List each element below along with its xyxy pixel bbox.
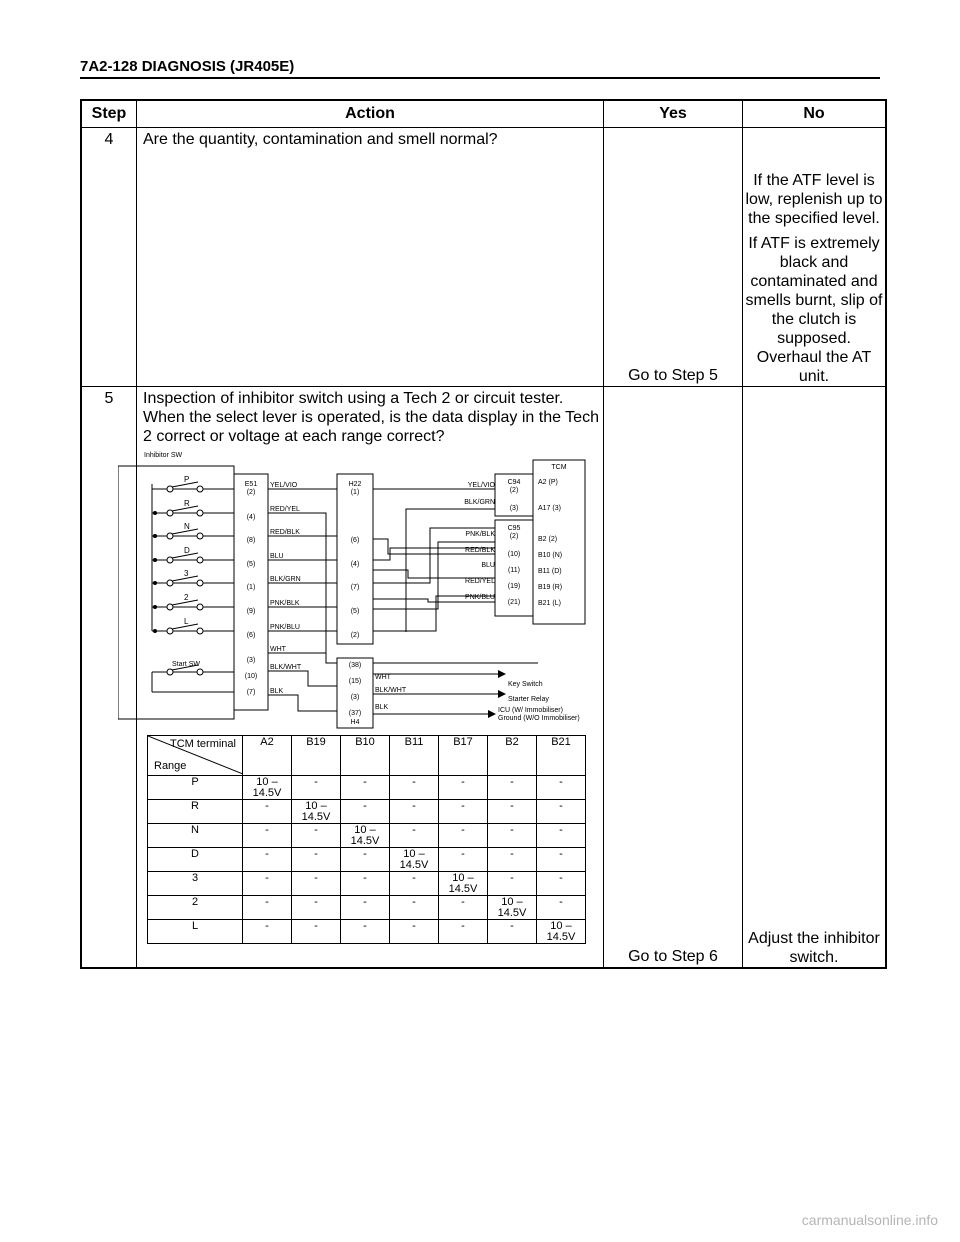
tcm-pin: B10 (N) xyxy=(538,552,563,559)
switch-label-2: 2 xyxy=(184,593,189,602)
voltage-cell: - xyxy=(292,848,341,872)
destination-label: Ground (W/O Immobiliser) xyxy=(498,715,580,722)
no-cell xyxy=(743,387,887,969)
tcm-pin: A17 (3) xyxy=(538,505,561,512)
voltage-cell: - xyxy=(341,872,390,896)
no-text: Adjust the inhibitor switch. xyxy=(748,930,880,966)
voltage-cell: - xyxy=(243,800,292,824)
voltage-cell: - xyxy=(341,800,390,824)
voltage-cell: - xyxy=(390,776,439,800)
voltage-cell: - xyxy=(292,920,341,944)
step-column-header: Step xyxy=(81,100,137,128)
h22-pin: (2) xyxy=(350,632,360,639)
h4-pin: (3) xyxy=(350,694,360,701)
wire-label: BLK/GRN xyxy=(464,499,495,506)
h4-pin: (15) xyxy=(348,678,362,685)
no-cell xyxy=(743,128,887,387)
switch-label-d: D xyxy=(184,546,190,555)
wire-label: PNK/BLU xyxy=(270,624,300,631)
terminal-header: B17 xyxy=(439,736,488,776)
wire-label: YEL/VIO xyxy=(270,482,298,489)
tcm-title: TCM xyxy=(551,464,567,471)
voltage-cell: - xyxy=(243,896,292,920)
voltage-cell: - xyxy=(390,896,439,920)
inhibitor-switch-box xyxy=(118,466,234,719)
voltage-cell: - xyxy=(390,800,439,824)
voltage-cell: - xyxy=(243,824,292,848)
e51-pin: (2) xyxy=(246,489,256,496)
corner-cell xyxy=(148,736,243,776)
wire-label: BLK/WHT xyxy=(375,687,407,694)
range-label: P xyxy=(148,776,243,800)
wire-label: RED/YEL xyxy=(465,578,495,585)
voltage-cell: - xyxy=(243,872,292,896)
c95-pin: (19) xyxy=(507,583,521,590)
voltage-cell: 10 – 14.5V xyxy=(439,872,488,896)
voltage-cell: - xyxy=(488,776,537,800)
wire-label: RED/BLK xyxy=(465,547,495,554)
voltage-cell: - xyxy=(439,800,488,824)
e51-pin: (9) xyxy=(246,608,256,615)
range-row xyxy=(148,800,586,824)
voltage-cell: - xyxy=(390,824,439,848)
terminal-header: B21 xyxy=(537,736,586,776)
range-row xyxy=(148,776,586,800)
page-title: 7A2-128 DIAGNOSIS (JR405E) xyxy=(80,58,295,75)
voltage-cell: - xyxy=(439,824,488,848)
c95-pin: (11) xyxy=(508,567,520,574)
range-label: R xyxy=(148,800,243,824)
wire-label: BLU xyxy=(270,553,284,560)
terminal-header: B19 xyxy=(292,736,341,776)
arrow-icon xyxy=(488,710,496,718)
yes-text: Go to Step 5 xyxy=(628,367,718,384)
tcm-pin: B11 (D) xyxy=(538,568,562,575)
harness-wires-right xyxy=(373,489,502,714)
start-switch xyxy=(152,665,234,692)
e51-pin: (6) xyxy=(246,632,256,639)
corner-top-label: TCM terminal xyxy=(169,738,236,750)
wire-label: PNK/BLK xyxy=(465,531,495,538)
switch-label-p: P xyxy=(184,475,190,484)
c94-pin: (3) xyxy=(509,505,519,512)
range-label: 2 xyxy=(148,896,243,920)
h22-pin: (5) xyxy=(350,608,360,615)
voltage-cell: - xyxy=(488,920,537,944)
h22-pin: (7) xyxy=(350,584,360,591)
step-number: 4 xyxy=(104,131,114,148)
c95-pin: (10) xyxy=(507,551,521,558)
h4-title: H4 xyxy=(350,719,360,726)
tcm-pin: B2 (2) xyxy=(538,536,558,543)
voltage-cell: - xyxy=(537,872,586,896)
action-column-header: Action xyxy=(137,100,604,128)
destination-label: ICU (W/ Immobiliser) xyxy=(498,707,563,714)
tcm-pin: B21 (L) xyxy=(538,600,561,607)
wire-label: BLK xyxy=(375,704,389,711)
switch-label-l: L xyxy=(184,617,189,626)
voltage-cell: - xyxy=(292,896,341,920)
e51-pin: (10) xyxy=(244,673,258,680)
wire-label: BLK xyxy=(270,688,284,695)
wire-label: WHT xyxy=(375,674,391,681)
voltage-cell: - xyxy=(439,848,488,872)
action-cell xyxy=(137,128,604,387)
destination-label: Starter Relay xyxy=(508,696,549,703)
wire-label: YEL/VIO xyxy=(467,482,495,489)
c94-pin: (2) xyxy=(509,487,519,494)
arrow-icon xyxy=(498,670,506,678)
voltage-cell: - xyxy=(292,872,341,896)
action-text: Inspection of inhibitor switch using a Tech 2 or circuit tester. When the select lever is operated, is the data display in the Tech 2 correct or voltage at each range correct? xyxy=(143,390,599,445)
c95-pin: (2) xyxy=(509,533,519,540)
c94-title: C94 xyxy=(507,479,521,486)
e51-title: E51 xyxy=(244,481,258,488)
voltage-cell: - xyxy=(341,896,390,920)
yes-cell xyxy=(604,128,743,387)
terminal-header: A2 xyxy=(243,736,292,776)
tcm-pin: A2 (P) xyxy=(538,479,558,486)
voltage-cell: - xyxy=(439,896,488,920)
table-header-row xyxy=(81,100,886,128)
voltage-cell: - xyxy=(537,800,586,824)
h22-title: H22 xyxy=(348,481,362,488)
voltage-cell: - xyxy=(488,872,537,896)
e51-pin: (7) xyxy=(246,689,256,696)
wire-label: WHT xyxy=(270,646,286,653)
no-text: If ATF is extremely black and contaminated and smells burnt, slip of the clutch is supposed. Overhaul the AT unit. xyxy=(745,235,883,385)
voltage-cell: - xyxy=(439,920,488,944)
voltage-cell: 10 – 14.5V xyxy=(537,920,586,944)
voltage-cell: - xyxy=(292,824,341,848)
yes-text: Go to Step 6 xyxy=(628,948,718,965)
c95-pin: (21) xyxy=(507,599,521,606)
range-label: D xyxy=(148,848,243,872)
watermark: carmanualsonline.info xyxy=(801,1212,938,1228)
voltage-cell: - xyxy=(243,848,292,872)
h4-pin: (37) xyxy=(348,710,362,717)
voltage-cell: - xyxy=(537,896,586,920)
yes-column-header: Yes xyxy=(604,100,743,128)
h4-pin: (38) xyxy=(348,662,362,669)
e51-pin: (5) xyxy=(246,561,256,568)
terminal-header: B10 xyxy=(341,736,390,776)
voltage-cell: - xyxy=(439,776,488,800)
voltage-cell: - xyxy=(243,920,292,944)
e51-pin: (1) xyxy=(246,584,256,591)
range-row xyxy=(148,872,586,896)
voltage-cell: 10 – 14.5V xyxy=(341,824,390,848)
step-number: 5 xyxy=(104,390,114,407)
voltage-cell: - xyxy=(292,776,341,800)
no-text: If the ATF level is low, replenish up to the specified level. xyxy=(745,172,883,227)
wire-label: PNK/BLU xyxy=(465,594,495,601)
start-sw-label: Start SW xyxy=(172,661,201,668)
range-table-header xyxy=(148,736,586,776)
step-cell xyxy=(81,128,137,387)
table-row xyxy=(81,128,886,387)
range-label: L xyxy=(148,920,243,944)
tcm-pin: B19 (R) xyxy=(538,584,563,591)
wire-label: RED/BLK xyxy=(270,529,300,536)
range-row xyxy=(148,896,586,920)
voltage-cell: - xyxy=(537,824,586,848)
destination-label: Key Switch xyxy=(508,681,543,688)
e51-pin: (8) xyxy=(246,537,256,544)
voltage-cell: - xyxy=(537,776,586,800)
switch-label-n: N xyxy=(184,522,190,531)
voltage-cell: 10 – 14.5V xyxy=(243,776,292,800)
h22-pin: (4) xyxy=(350,561,360,568)
e51-pin: (4) xyxy=(246,514,256,521)
switch-label-3: 3 xyxy=(184,569,189,578)
voltage-cell: - xyxy=(341,776,390,800)
voltage-cell: - xyxy=(537,848,586,872)
voltage-cell: 10 – 14.5V xyxy=(390,848,439,872)
voltage-cell: - xyxy=(390,920,439,944)
voltage-cell: 10 – 14.5V xyxy=(488,896,537,920)
action-text: Are the quantity, contamination and smell normal? xyxy=(143,131,498,148)
yes-cell xyxy=(604,387,743,969)
wire-label: PNK/BLK xyxy=(270,600,300,607)
corner-bottom-label: Range xyxy=(154,760,187,772)
range-label: 3 xyxy=(148,872,243,896)
header-divider xyxy=(80,77,880,79)
terminal-header: B2 xyxy=(488,736,537,776)
wire-label: BLK/GRN xyxy=(270,576,301,583)
voltage-cell: 10 – 14.5V xyxy=(292,800,341,824)
range-row xyxy=(148,920,586,944)
inhibitor-sw-label: Inhibitor SW xyxy=(144,452,183,459)
voltage-range-table xyxy=(147,735,586,944)
arrow-icon xyxy=(498,690,506,698)
c95-title: C95 xyxy=(507,525,521,532)
h22-pin: (1) xyxy=(350,489,360,496)
wire-label: RED/YEL xyxy=(270,506,300,513)
h22-pin: (6) xyxy=(350,537,360,544)
range-label: N xyxy=(148,824,243,848)
switch-label-r: R xyxy=(184,499,190,508)
switch-contacts xyxy=(152,482,234,634)
wiring-diagram xyxy=(118,448,598,730)
e51-pin: (3) xyxy=(246,657,256,664)
voltage-cell: - xyxy=(390,872,439,896)
voltage-cell: - xyxy=(488,848,537,872)
h22-connector xyxy=(337,474,373,644)
voltage-cell: - xyxy=(341,848,390,872)
wire-label: BLK/WHT xyxy=(270,664,302,671)
voltage-cell: - xyxy=(341,920,390,944)
range-row xyxy=(148,848,586,872)
wire-label: BLU xyxy=(481,562,495,569)
voltage-cell: - xyxy=(488,824,537,848)
range-row xyxy=(148,824,586,848)
no-column-header: No xyxy=(743,100,887,128)
voltage-cell: - xyxy=(488,800,537,824)
terminal-header: B11 xyxy=(390,736,439,776)
